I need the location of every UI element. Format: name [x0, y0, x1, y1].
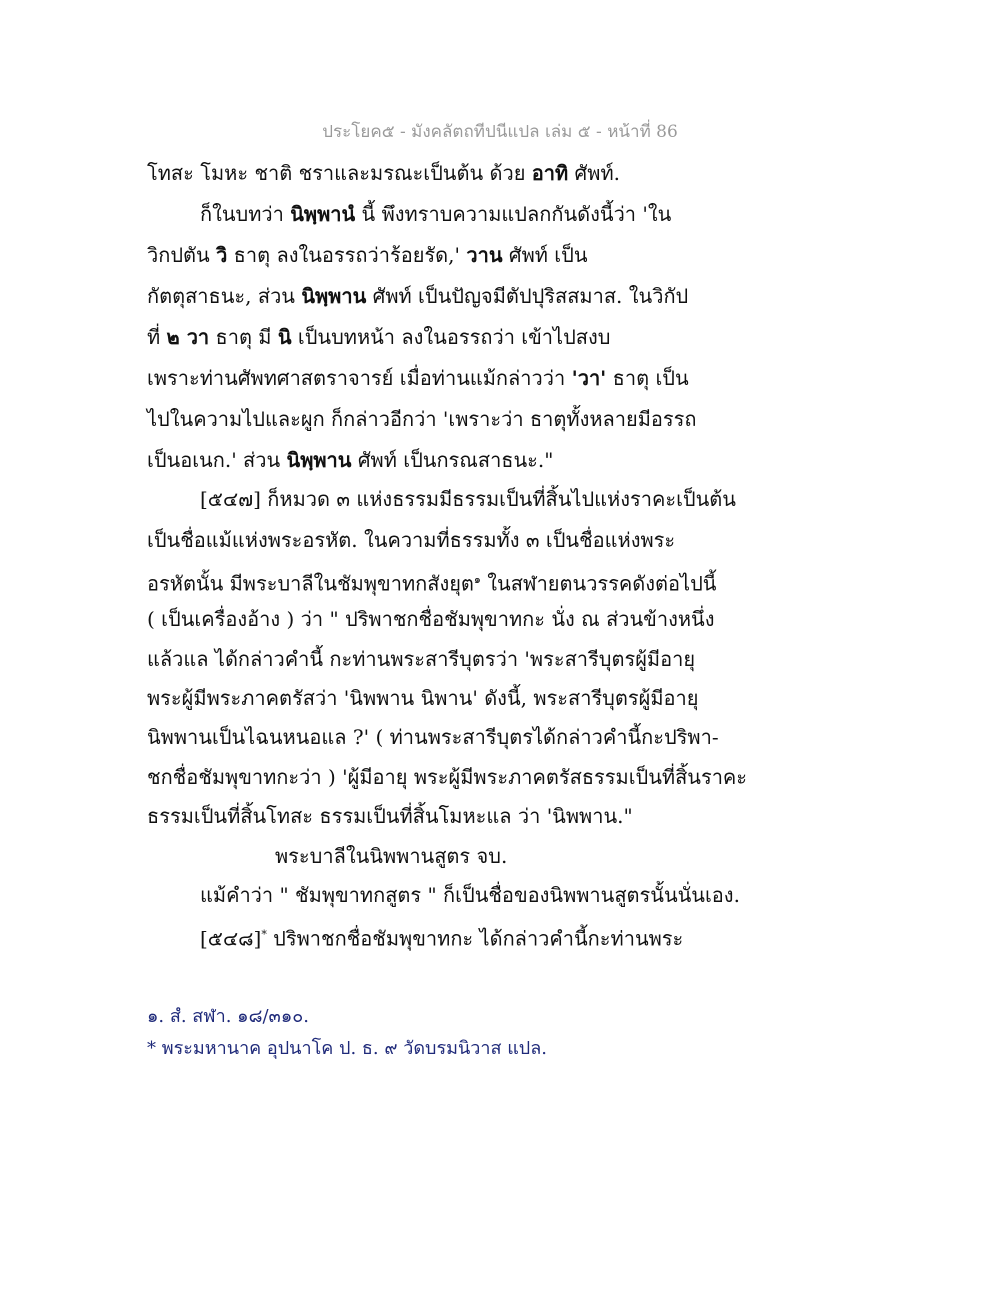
bold-term: นิพฺพาน: [301, 284, 367, 308]
footnote-1: [147, 1004, 309, 1030]
text-line-16: [147, 762, 747, 792]
text-line-11: [147, 565, 716, 599]
bold-term: อาทิ: [531, 161, 569, 185]
bold-term: นิ: [277, 325, 292, 349]
bold-term: วิ: [216, 243, 228, 267]
text-line-5: [147, 322, 610, 352]
footnote-marker: ๑: [473, 573, 481, 586]
text-line-6: [147, 363, 689, 393]
text-span: ปริพาชกชื่อชัมพุขาทกะ ได้กล่าวคำนี้กะท่านพระ: [266, 926, 684, 951]
text-span: วิกปตัน: [147, 243, 217, 267]
footnote-text: * พระมหานาค อุปนาโค ป. ธ. ๙ วัดบรมนิวาส แปล.: [147, 1038, 547, 1059]
bold-term: ๒ วา: [166, 325, 210, 349]
text-line-10: [147, 525, 675, 555]
text-span: [๕๔๘]: [200, 926, 262, 951]
text-line-17: [147, 801, 633, 831]
text-span: นิพพานเป็นไฉนหนอแล ?' ( ท่านพระสารีบุตรได้กล่าวคำนี้กะปริพา-: [147, 725, 719, 749]
text-span: ศัพท์ เป็น: [502, 243, 588, 267]
text-span: พระผู้มีพระภาคตรัสว่า 'นิพพาน นิพาน' ดังนี้, พระสารีบุตรผู้มีอายุ: [147, 686, 699, 710]
text-line-20: [200, 920, 683, 954]
footnote-text: ๑. สํ. สฬา. ๑๘/๓๑๐.: [147, 1006, 309, 1027]
text-line-15: [147, 722, 719, 752]
text-span: เป็นอเนก.' ส่วน: [147, 448, 287, 472]
text-span: ศัพท์ เป็นกรณสาธนะ.": [351, 448, 554, 472]
text-line-12: [147, 604, 714, 634]
text-line-4: [147, 281, 688, 311]
text-span: ธาตุ เป็น: [606, 366, 689, 390]
text-span: เป็นชื่อแม้แห่งพระอรหัต. ในความที่ธรรมทั้ง ๓ เป็นชื่อแห่งพระ: [147, 528, 676, 552]
text-span: ชกชื่อชัมพุขาทกะว่า ) 'ผู้มีอายุ พระผู้มีพระภาคตรัสธรรมเป็นที่สิ้นราคะ: [147, 765, 748, 789]
text-line-18: [275, 841, 507, 871]
bold-term: นิพฺพาน: [286, 448, 352, 472]
text-span: ธาตุ ลงในอรรถว่าร้อยรัด,': [227, 243, 467, 267]
text-span: ธาตุ มี: [209, 325, 278, 349]
bold-term: 'วา': [571, 366, 607, 390]
text-span: เพราะท่านศัพทศาสตราจารย์ เมื่อท่านแม้กล่าวว่า: [147, 366, 572, 390]
text-line-7: [147, 404, 697, 434]
text-span: แล้วแล ได้กล่าวคำนี้ กะท่านพระสารีบุตรว่า 'พระสารีบุตรผู้มีอายุ: [147, 647, 696, 671]
text-span: ที่: [147, 325, 167, 349]
text-span: ( เป็นเครื่องอ้าง ) ว่า " ปริพาชกชื่อชัมพุขาทกะ นั่ง ณ ส่วนข้างหนึ่ง: [147, 607, 715, 631]
page-header-text: ประโยค๕ - มังคลัตถทีปนีแปล เล่ม ๕ - หน้าที่ 86: [322, 122, 678, 142]
footnote-marker: *: [261, 928, 267, 941]
page-header: [0, 118, 1000, 145]
text-span: ไปในความไปและผูก ก็กล่าวอีกว่า 'เพราะว่า ธาตุทั้งหลายมีอรรถ: [147, 407, 697, 431]
bold-term: วาน: [466, 243, 503, 267]
footnote-2: [147, 1036, 547, 1062]
text-span: เป็นบทหน้า ลงในอรรถว่า เข้าไปสงบ: [291, 325, 611, 349]
text-span: ก็ในบทว่า: [200, 202, 291, 226]
text-span: ศัพท์.: [568, 161, 620, 185]
text-span: ในสฬายตนวรรคดังต่อไปนี้: [480, 571, 717, 596]
text-span: แม้คำว่า " ชัมพุขาทกสูตร " ก็เป็นชื่อของนิพพานสูตรนั้นนั่นเอง.: [200, 883, 740, 907]
bold-term: นิพฺพานํ: [290, 202, 356, 226]
text-span: พระบาลีในนิพพานสูตร จบ.: [275, 844, 508, 868]
text-line-8: [147, 445, 553, 475]
text-line-3: [147, 240, 588, 270]
text-line-14: [147, 683, 698, 713]
text-span: [๕๔๗] ก็หมวด ๓ แห่งธรรมมีธรรมเป็นที่สิ้นไปแห่งราคะเป็นต้น: [200, 487, 736, 511]
text-span: อรหัตนั้น มีพระบาลีในชัมพุขาทกสังยุต: [147, 571, 474, 596]
text-span: ธรรมเป็นที่สิ้นโทสะ ธรรมเป็นที่สิ้นโมหะแล ว่า 'นิพพาน.": [147, 804, 633, 828]
text-line-13: [147, 644, 695, 674]
text-line-1: [147, 158, 620, 188]
text-line-19: [200, 880, 740, 910]
text-span: กัตตุสาธนะ, ส่วน: [147, 284, 302, 308]
text-span: โทสะ โมหะ ชาติ ชราและมรณะเป็นต้น ด้วย: [147, 161, 532, 185]
text-line-2: [200, 199, 671, 229]
text-span: นี้ พึงทราบความแปลกกันดังนี้ว่า 'ใน: [355, 202, 672, 226]
text-line-9: [200, 484, 736, 514]
text-span: ศัพท์ เป็นปัญจมีตัปปุริสสมาส. ในวิกัป: [366, 284, 689, 308]
